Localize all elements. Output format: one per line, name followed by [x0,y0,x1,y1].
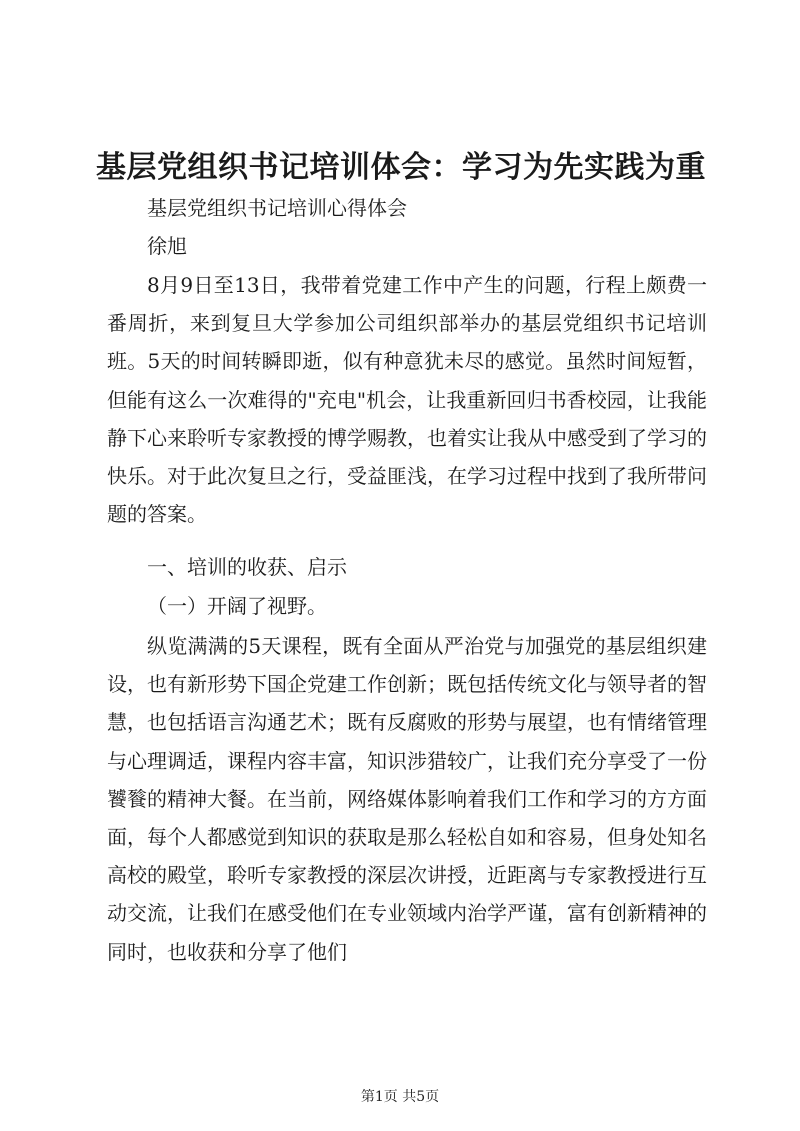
author-name: 徐旭 [147,234,187,258]
body-paragraph: 8月9日至13日，我带着党建工作中产生的问题，行程上颇费一番周折，来到复旦大学参加公司组织部举办的基层党组织书记培训班。5天的时间转瞬即逝，似有种意犹未尽的感觉。虽然时间短暂，但能有这么一次难得的"充电"机会，让我重新回归书香校园，让我能静下心来聆听专家教授的博学赐教，也着实让我从中感受到了学习的快乐。对于此次复旦之行，受益匪浅，在学习过程中找到了我所带问题的答案。 [107,273,707,527]
body-paragraph: 纵览满满的5天课程，既有全面从严治党与加强党的基层组织建设，也有新形势下国企党建工作创新；既包括传统文化与领导者的智慧，也包括语言沟通艺术；既有反腐败的形势与展望，也有情绪管理与心理调适，课程内容丰富，知识涉猎较广，让我们充分享受了一份饕餮的精神大餐。在当前，网络媒体影响着我们工作和学习的方方面面，每个人都感觉到知识的获取是那么轻松自如和容易，但身处知名高校的殿堂，聆听专家教授的深层次讲授，近距离与专家教授进行互动交流，让我们在感受他们在专业领域内治学严谨，富有创新精神的同时，也收获和分享了他们 [107,634,707,964]
subsection-heading: （一）开阔了视野。 [147,594,327,618]
page-number-footer: 第1页 共5页 [360,1089,440,1105]
section-heading: 一、培训的收获、启示 [147,555,347,579]
document-title: 基层党组织书记培训体会：学习为先实践为重 [96,150,706,185]
document-subtitle: 基层党组织书记培训心得体会 [147,196,407,220]
